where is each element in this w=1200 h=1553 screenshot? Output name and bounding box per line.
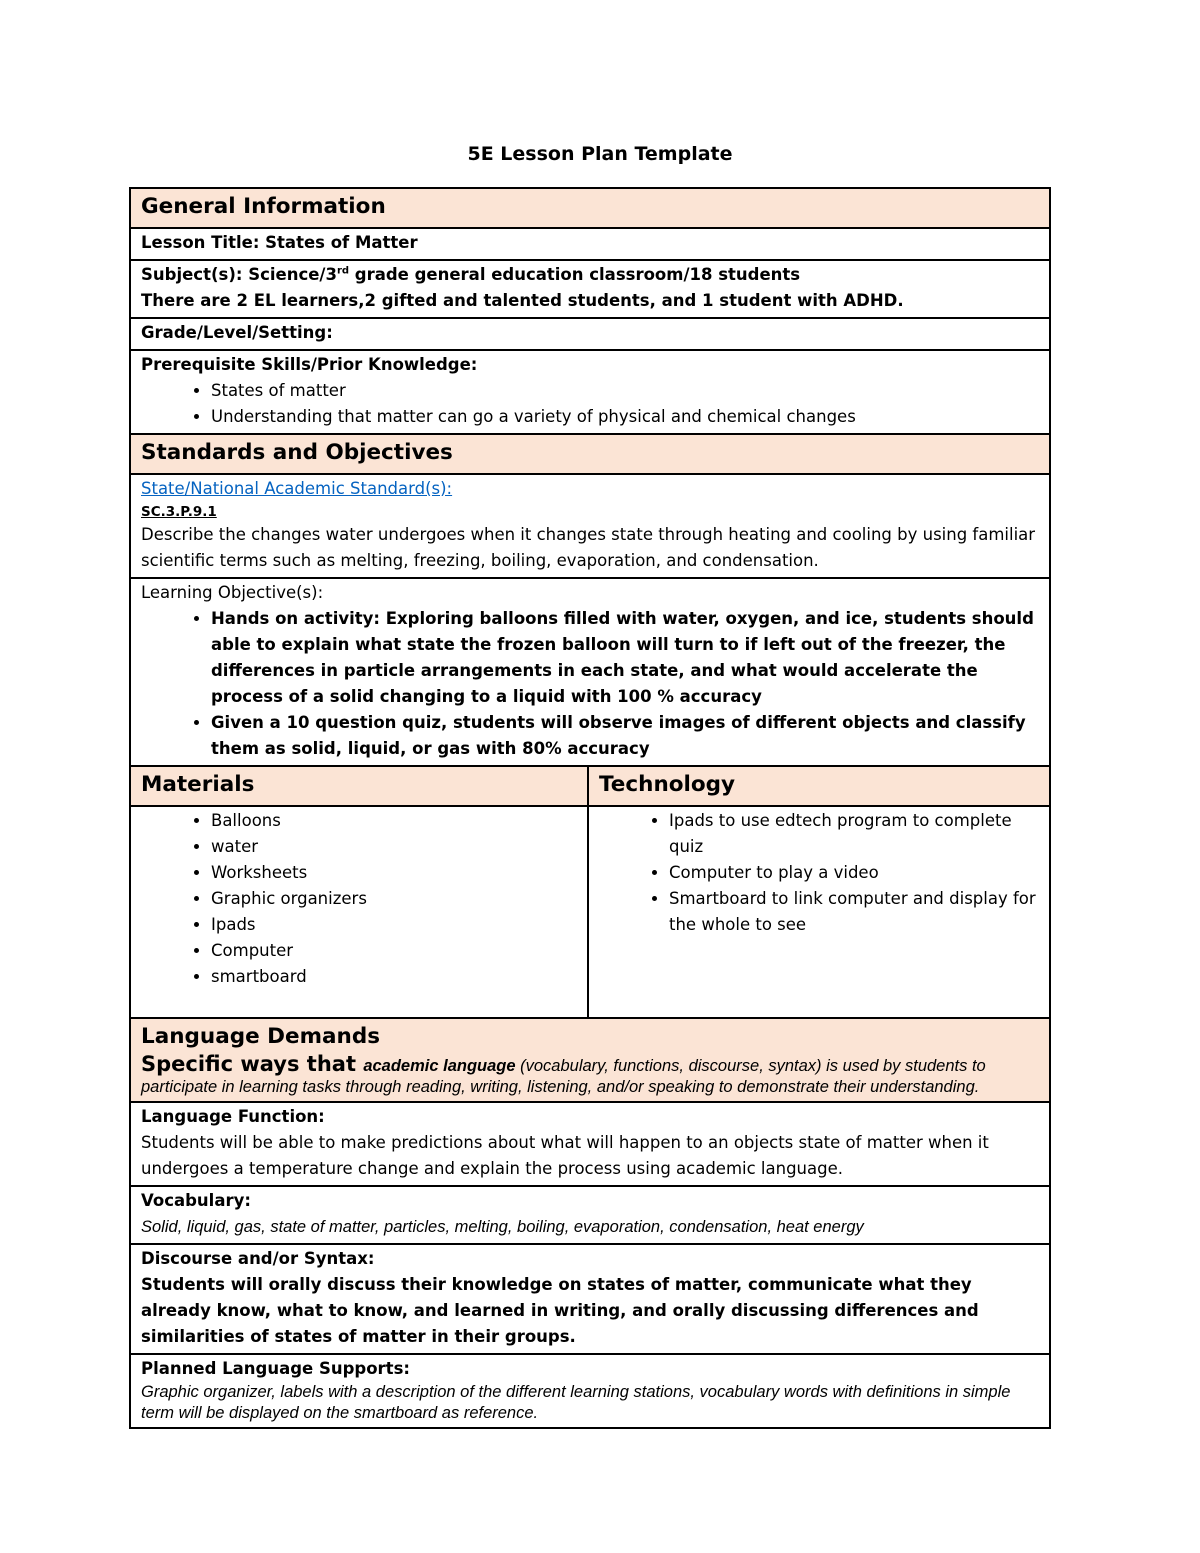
subject-text-rest: grade general education classroom/18 students: [349, 265, 801, 284]
list-item: • Hands on activity: Exploring balloons filled with water, oxygen, and ice, students should able to explain what state the frozen balloon will turn to if left out of the freezer, the differences in particle arrangements in each state, and what would accelerate the process of a solid changing to a liquid with 100 % accuracy: [211, 606, 1039, 710]
supports-label: Planned Language Supports:: [141, 1359, 410, 1378]
technology-list: [599, 808, 1039, 938]
section-heading: Standards and Objectives: [141, 440, 453, 465]
language-function-cell: [130, 1102, 1050, 1186]
standard-code: SC.3.P.9.1: [141, 504, 217, 520]
description-lead: Specific ways that: [141, 1052, 364, 1076]
standards-cell: [130, 474, 1050, 578]
subject-cell: [130, 260, 1050, 318]
description-rest: (vocabulary, functions, discourse, syntax) is used by students to participate in learning tasks through reading, writing, listening, and/or speaking to demonstrate their understanding.: [141, 1057, 986, 1096]
prerequisite-cell: [130, 350, 1050, 434]
list-item: • water: [211, 834, 577, 860]
section-heading: Language Demands: [141, 1024, 381, 1049]
lesson-title: Lesson Title: States of Matter: [141, 233, 418, 252]
language-supports-cell: [130, 1354, 1050, 1428]
grade-level-setting: Grade/Level/Setting:: [141, 323, 333, 342]
technology-cell: [588, 806, 1050, 1018]
learning-objectives-cell: [130, 578, 1050, 766]
list-item: • smartboard: [211, 964, 577, 990]
academic-language-term: academic language: [363, 1057, 516, 1075]
section-heading: General Information: [141, 194, 386, 219]
list-item: • States of matter: [211, 378, 1039, 404]
vocabulary-label: Vocabulary:: [141, 1191, 251, 1210]
ordinal-suffix: rd: [336, 265, 350, 277]
standards-link[interactable]: State/National Academic Standard(s):: [141, 479, 453, 498]
list-item: • Worksheets: [211, 860, 577, 886]
standard-description: Describe the changes water undergoes when it changes state through heating and cooling by using familiar scientific terms such as melting, freezing, boiling, evaporation, and condensation.: [141, 525, 1036, 570]
materials-list: [141, 808, 577, 990]
vocabulary-cell: [130, 1186, 1050, 1244]
objectives-list: [141, 606, 1039, 762]
materials-header: [130, 766, 588, 806]
lesson-plan-table: [129, 187, 1051, 1429]
discourse-label: Discourse and/or Syntax:: [141, 1249, 375, 1268]
language-demands-header: [130, 1018, 1050, 1102]
language-function-text: Students will be able to make predictions about what will happen to an objects state of matter when it undergoes a temperature change and explain the process using academic language.: [141, 1133, 989, 1178]
discourse-cell: [130, 1244, 1050, 1354]
standards-objectives-header: [130, 434, 1050, 474]
list-item: • Ipads: [211, 912, 577, 938]
prerequisite-list: [141, 378, 1039, 430]
subject-text: Subject(s): Science/3: [141, 265, 337, 284]
grade-level-cell: [130, 318, 1050, 350]
list-item: • Smartboard to link computer and display for the whole to see: [669, 886, 1039, 938]
document-title: 5E Lesson Plan Template: [467, 143, 733, 165]
student-composition: There are 2 EL learners,2 gifted and talented students, and 1 student with ADHD.: [141, 291, 904, 310]
vocabulary-text: Solid, liquid, gas, state of matter, particles, melting, boiling, evaporation, condensation, heat energy: [141, 1218, 864, 1236]
list-item: • Computer to play a video: [669, 860, 1039, 886]
discourse-text: Students will orally discuss their knowledge on states of matter, communicate what they already know, what to know, and learned in writing, and orally discussing differences and similarities of states of matter in their groups.: [141, 1275, 979, 1346]
section-heading: Materials: [141, 772, 255, 797]
lesson-title-cell: [130, 228, 1050, 260]
list-item: • Ipads to use edtech program to complete quiz: [669, 808, 1039, 860]
list-item: • Balloons: [211, 808, 577, 834]
list-item: • Computer: [211, 938, 577, 964]
prerequisite-label: Prerequisite Skills/Prior Knowledge:: [141, 355, 478, 374]
language-function-label: Language Function:: [141, 1107, 325, 1126]
language-demands-description: [141, 1054, 1039, 1098]
materials-cell: [130, 806, 588, 1018]
list-item: • Given a 10 question quiz, students will observe images of different objects and classify them as solid, liquid, or gas with 80% accuracy: [211, 710, 1039, 762]
supports-text: Graphic organizer, labels with a description of the different learning stations, vocabulary words with definitions in simple term will be displayed on the smartboard as reference.: [141, 1383, 1011, 1422]
section-heading: Technology: [599, 772, 736, 797]
general-information-header: [130, 188, 1050, 228]
objectives-label: Learning Objective(s):: [141, 583, 324, 602]
technology-header: [588, 766, 1050, 806]
list-item: • Graphic organizers: [211, 886, 577, 912]
list-item: • Understanding that matter can go a variety of physical and chemical changes: [211, 404, 1039, 430]
